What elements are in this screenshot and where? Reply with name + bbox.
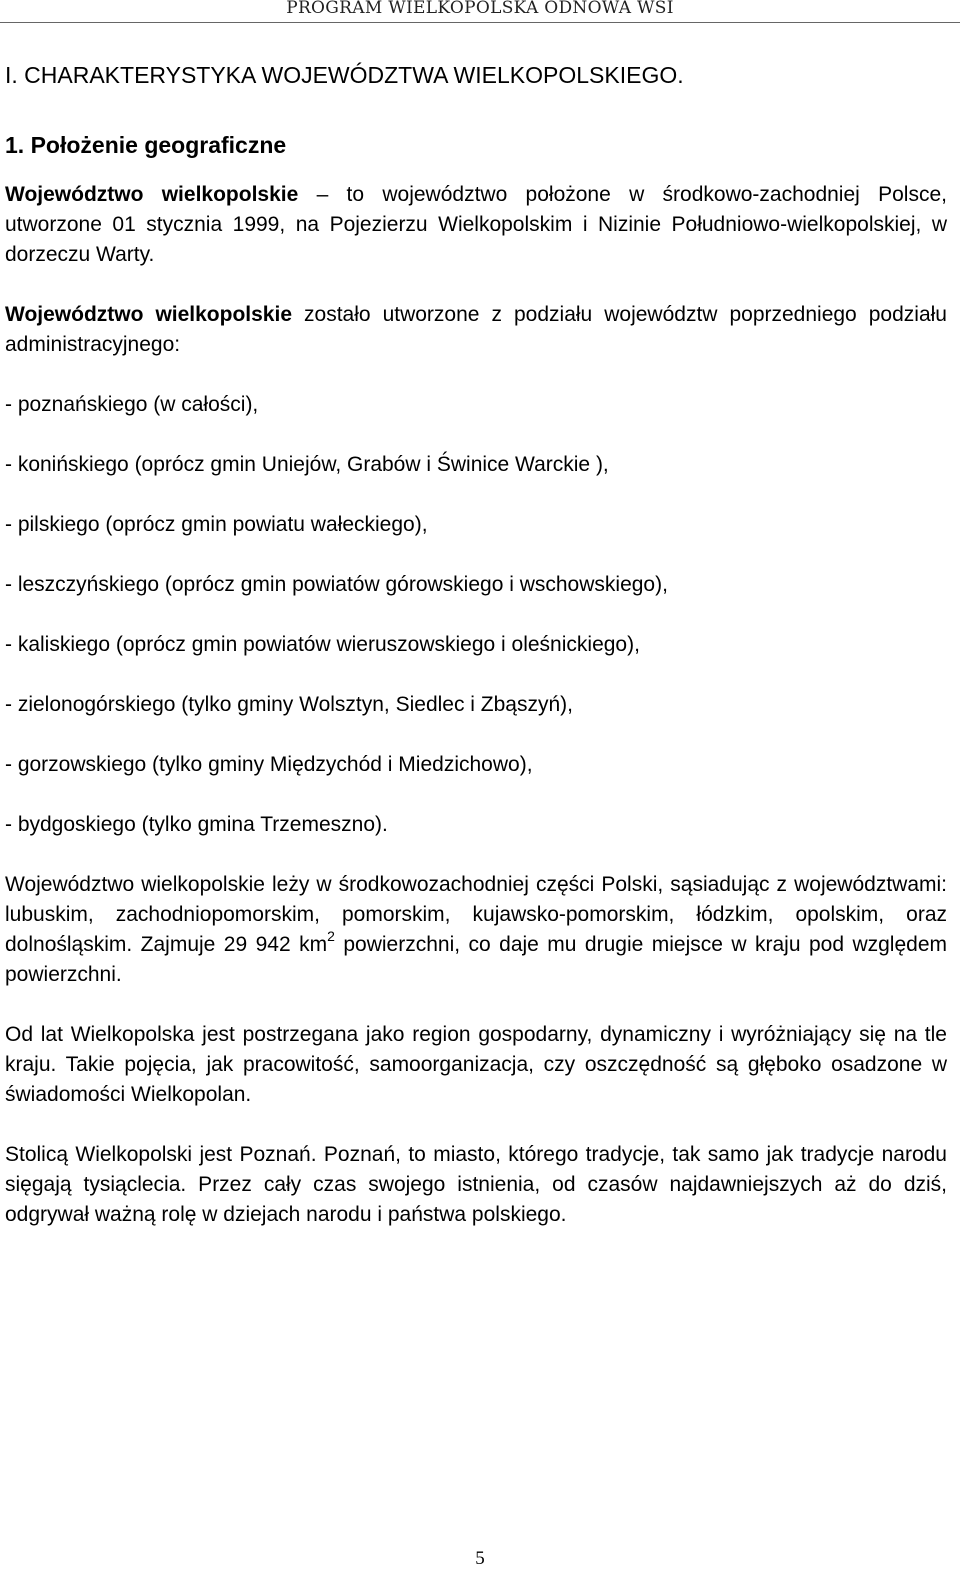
list-item: - poznańskiego (w całości),	[5, 393, 259, 416]
paragraph-neighbours	[5, 870, 947, 990]
list-item: - bydgoskiego (tylko gmina Trzemeszno).	[5, 813, 388, 836]
paragraph-formation-bold: Województwo wielkopolskie	[5, 303, 292, 326]
paragraph-formation	[5, 300, 947, 360]
list-item: - pilskiego (oprócz gmin powiatu wałeckiego),	[5, 513, 428, 536]
paragraph-neighbours-text-a: Województwo wielkopolskie leży w środkowozachodniej części Polski, sąsiadując z województwami: lubuskim, zachodniopomorskim, pomorskim, kujawsko-pomorskim, łódzkim, opolskim, oraz dolnośląskim. Zajmuje 29 942 km	[5, 873, 947, 956]
chapter-title: I. CHARAKTERYSTYKA WOJEWÓDZTWA WIELKOPOLSKIEGO.	[5, 62, 684, 88]
document-body	[5, 60, 947, 1230]
running-header: PROGRAM WIELKOPOLSKA ODNOWA WSI	[0, 0, 960, 23]
page-number: 5	[475, 1548, 485, 1569]
paragraph-formation-text: zostało utworzone z podziału województw poprzedniego podziału administracyjnego:	[5, 303, 947, 356]
paragraph-reputation: Od lat Wielkopolska jest postrzegana jako region gospodarny, dynamiczny i wyróżniający się na tle kraju. Takie pojęcia, jak pracowitość, samoorganizacja, czy oszczędność są głęboko osadzone w świadomości Wielkopolan.	[5, 1023, 947, 1106]
area-superscript: 2	[327, 928, 335, 944]
paragraph-location-text: – to województwo położone w środkowo-zachodniej Polsce, utworzone 01 stycznia 1999, na Pojezierzu Wielkopolskim i Nizinie Południowo-wielkopolskiej, w dorzeczu Warty.	[5, 183, 947, 266]
list-item: - konińskiego (oprócz gmin Uniejów, Grabów i Świnice Warckie ),	[5, 453, 609, 476]
paragraph-neighbours-text-b: powierzchni, co daje mu drugie miejsce w kraju pod względem powierzchni.	[5, 933, 947, 986]
list-item: - kaliskiego (oprócz gmin powiatów wieruszowskiego i oleśnickiego),	[5, 633, 640, 656]
voivodeship-list	[5, 390, 947, 840]
list-item: - leszczyńskiego (oprócz gmin powiatów górowskiego i wschowskiego),	[5, 573, 668, 596]
section-title: 1. Położenie geograficzne	[5, 132, 287, 158]
paragraph-location	[5, 180, 947, 270]
paragraph-location-bold: Województwo wielkopolskie	[5, 183, 299, 206]
paragraph-capital: Stolicą Wielkopolski jest Poznań. Poznań, to miasto, którego tradycje, tak samo jak tradycje narodu sięgają tysiąclecia. Przez cały czas swojego istnienia, od czasów najdawniejszych aż do dziś, odgrywał ważną rolę w dziejach narodu i państwa polskiego.	[5, 1143, 947, 1226]
list-item: - zielonogórskiego (tylko gminy Wolsztyn, Siedlec i Zbąszyń),	[5, 693, 573, 716]
list-item: - gorzowskiego (tylko gminy Międzychód i Miedzichowo),	[5, 753, 533, 776]
